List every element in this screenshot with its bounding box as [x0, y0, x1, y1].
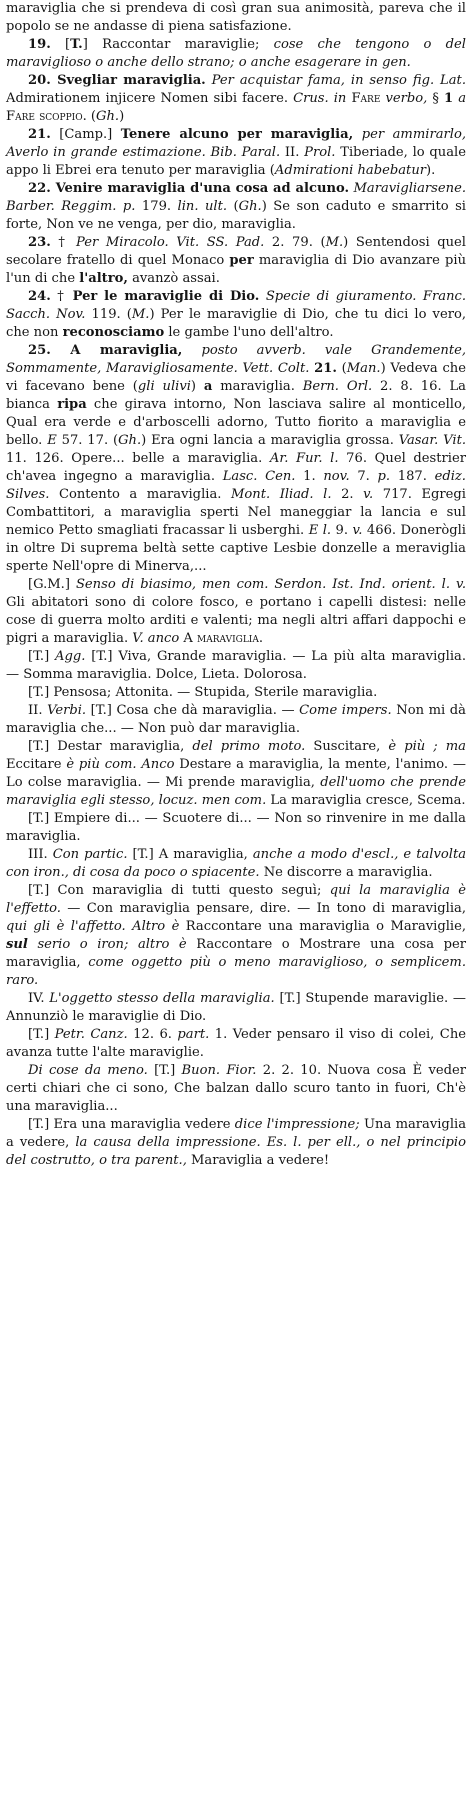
entry-23: 23. † Per Miracolo. Vit. SS. Pad. 2. 79. (M.) Sentendosi quel secolare fratello di quel Monaco per maraviglia di Dio avanzare più l'un di che l'altro, avanzò assai.: [6, 235, 466, 286]
entry-21: 21. [Camp.] Tenere alcuno per maraviglia, per ammirarlo, Averlo in grande estimazione. Bib. Paral. II. Prol. Tiberiade, lo quale appo li Ebrei era tenuto per maraviglia (Admirationi habebatur).: [6, 127, 466, 178]
entry-agg: [T.] Agg. [T.] Viva, Grande maraviglia. — La più alta maraviglia. — Somma maraviglia. Dolce, Lieta. Dolorosa.: [6, 649, 466, 682]
entry-list: [6, 0, 466, 1170]
entry-24: 24. † Per le maraviglie di Dio. Specie di giuramento. Franc. Sacch. Nov. 119. (M.) Per le maraviglie di Dio, che tu dici lo vero, che non reconosciamo le gambe l'uno dell'altro.: [6, 289, 467, 340]
entry-era-una-maraviglia: [T.] Era una maraviglia vedere dice l'impressione; Una maraviglia a vedere, la causa della impressione. Es. l. per ell., o nel principio del costrutto, o tra parent., Maraviglia a vedere!: [6, 1117, 467, 1168]
entry-destar: [T.] Destar maraviglia, del primo moto. Suscitare, è più ; ma Eccitare è più com. Anco Destare a maraviglia, la mente, l'animo. — Lo colse maraviglia. — Mi prende maraviglia, dell'uomo che prende maraviglia egli stesso, locuz. men com. La maraviglia cresce, Scema.: [6, 739, 467, 808]
entry-con-partic: III. Con partic. [T.] A maraviglia, anche a modo d'escl., e talvolta con iron., di cosa da poco o spiacente. Ne discorre a maraviglia.: [6, 847, 467, 880]
entry-pensosa: [T.] Pensosa; Attonita. — Stupida, Sterile maraviglia.: [28, 685, 378, 700]
entry-petr: [T.] Petr. Canz. 12. 6. part. 1. Veder pensaro il viso di colei, Che avanza tutte l'alte maraviglie.: [6, 1027, 467, 1060]
entry-25: 25. A maraviglia, posto avverb. vale Grandemente, Sommamente, Maravigliosamente. Vett. Colt. 21. (Man.) Vedeva che vi facevano bene (gli ulivi) a maraviglia. Bern. Orl. 2. 8. 16. La bianca ripa che girava intorno, Non lasciava salire al monticello, Qual era verde e d'arboscelli adorno, Tutto fiorito a maraviglia e bello. E 57. 17. (Gh.) Era ogni lancia a maraviglia grossa. Vasar. Vit. 11. 126. Opere... belle a maraviglia. Ar. Fur. l. 76. Quel destrier ch'avea ingegno a maraviglia. Lasc. Cen. 1. nov. 7. p. 187. ediz. Silves. Contento a maraviglia. Mont. Iliad. l. 2. v. 717. Egregi Combattitori, a maraviglia sperti Nel maneggiar la lancia e sul nemico Petto smagliati fracassar li usberghi. E l. 9. v. 466. Donerògli in oltre Di suprema beltà sette captive Lesbie donzelle a meraviglia sperte Nell'opre di Minerva,...: [6, 343, 466, 574]
entry-20: 20. Svegliar maraviglia. Per acquistar fama, in senso fig. Lat. Admirationem injicere Nomen sibi facere. Crus. in Fare verbo, § 1 a Fare scoppio. (Gh.): [6, 73, 467, 124]
entry-22: 22. Venire maraviglia d'una cosa ad alcuno. Maravigliarsene. Barber. Reggim. p. 179. lin. ult. (Gh.) Se son caduto e smarrito si forte, Non ve ne venga, per dio, maraviglia.: [6, 181, 466, 232]
entry-19: 19. [T.] Raccontar maraviglie; cose che tengono o del maraviglioso o anche dello strano; o anche esagerare in gen.: [6, 37, 466, 70]
entry-continuation: maraviglia che si prendeva di così gran sua animosità, pareva che il popolo se ne andasse di piena satisfazione.: [6, 1, 466, 34]
entry-con-maraviglia: [T.] Con maraviglia di tutti questo seguì; qui la maraviglia è l'effetto. — Con maraviglia pensare, dire. — In tono di maraviglia, qui gli è l'affetto. Altro è Raccontare una maraviglia o Maraviglie, sul serio o iron; altro è Raccontare o Mostrare una cosa per maraviglia, come oggetto più o meno maraviglioso, o semplicem. raro.: [6, 883, 466, 988]
entry-empiere: [T.] Empiere di... — Scuotere di... — Non so rinvenire in me dalla maraviglia.: [6, 811, 466, 844]
entry-cose-da-meno: Di cose da meno. [T.] Buon. Fior. 2. 2. 10. Nuova cosa È veder certi chiari che ci sono, Che balzan dallo scuro tanto in fuori, Ch'è una maraviglia...: [6, 1063, 466, 1114]
entry-senso-biasimo: [G.M.] Senso di biasimo, men com. Serdon. Ist. Ind. orient. l. v. Gli abitatori sono di colore fosco, e portano i capelli distesi: nelle cose di guerra molto arditi e valenti; ma negli altri affari dappochi e pigri a maraviglia. V. anco A maraviglia.: [6, 577, 466, 646]
entry-oggetto: IV. L'oggetto stesso della maraviglia. [T.] Stupende maraviglie. — Annunziò le maraviglie di Dio.: [6, 991, 466, 1024]
entry-verbi: II. Verbi. [T.] Cosa che dà maraviglia. — Come impers. Non mi dà maraviglia che... — Non può dar maraviglia.: [6, 703, 466, 736]
